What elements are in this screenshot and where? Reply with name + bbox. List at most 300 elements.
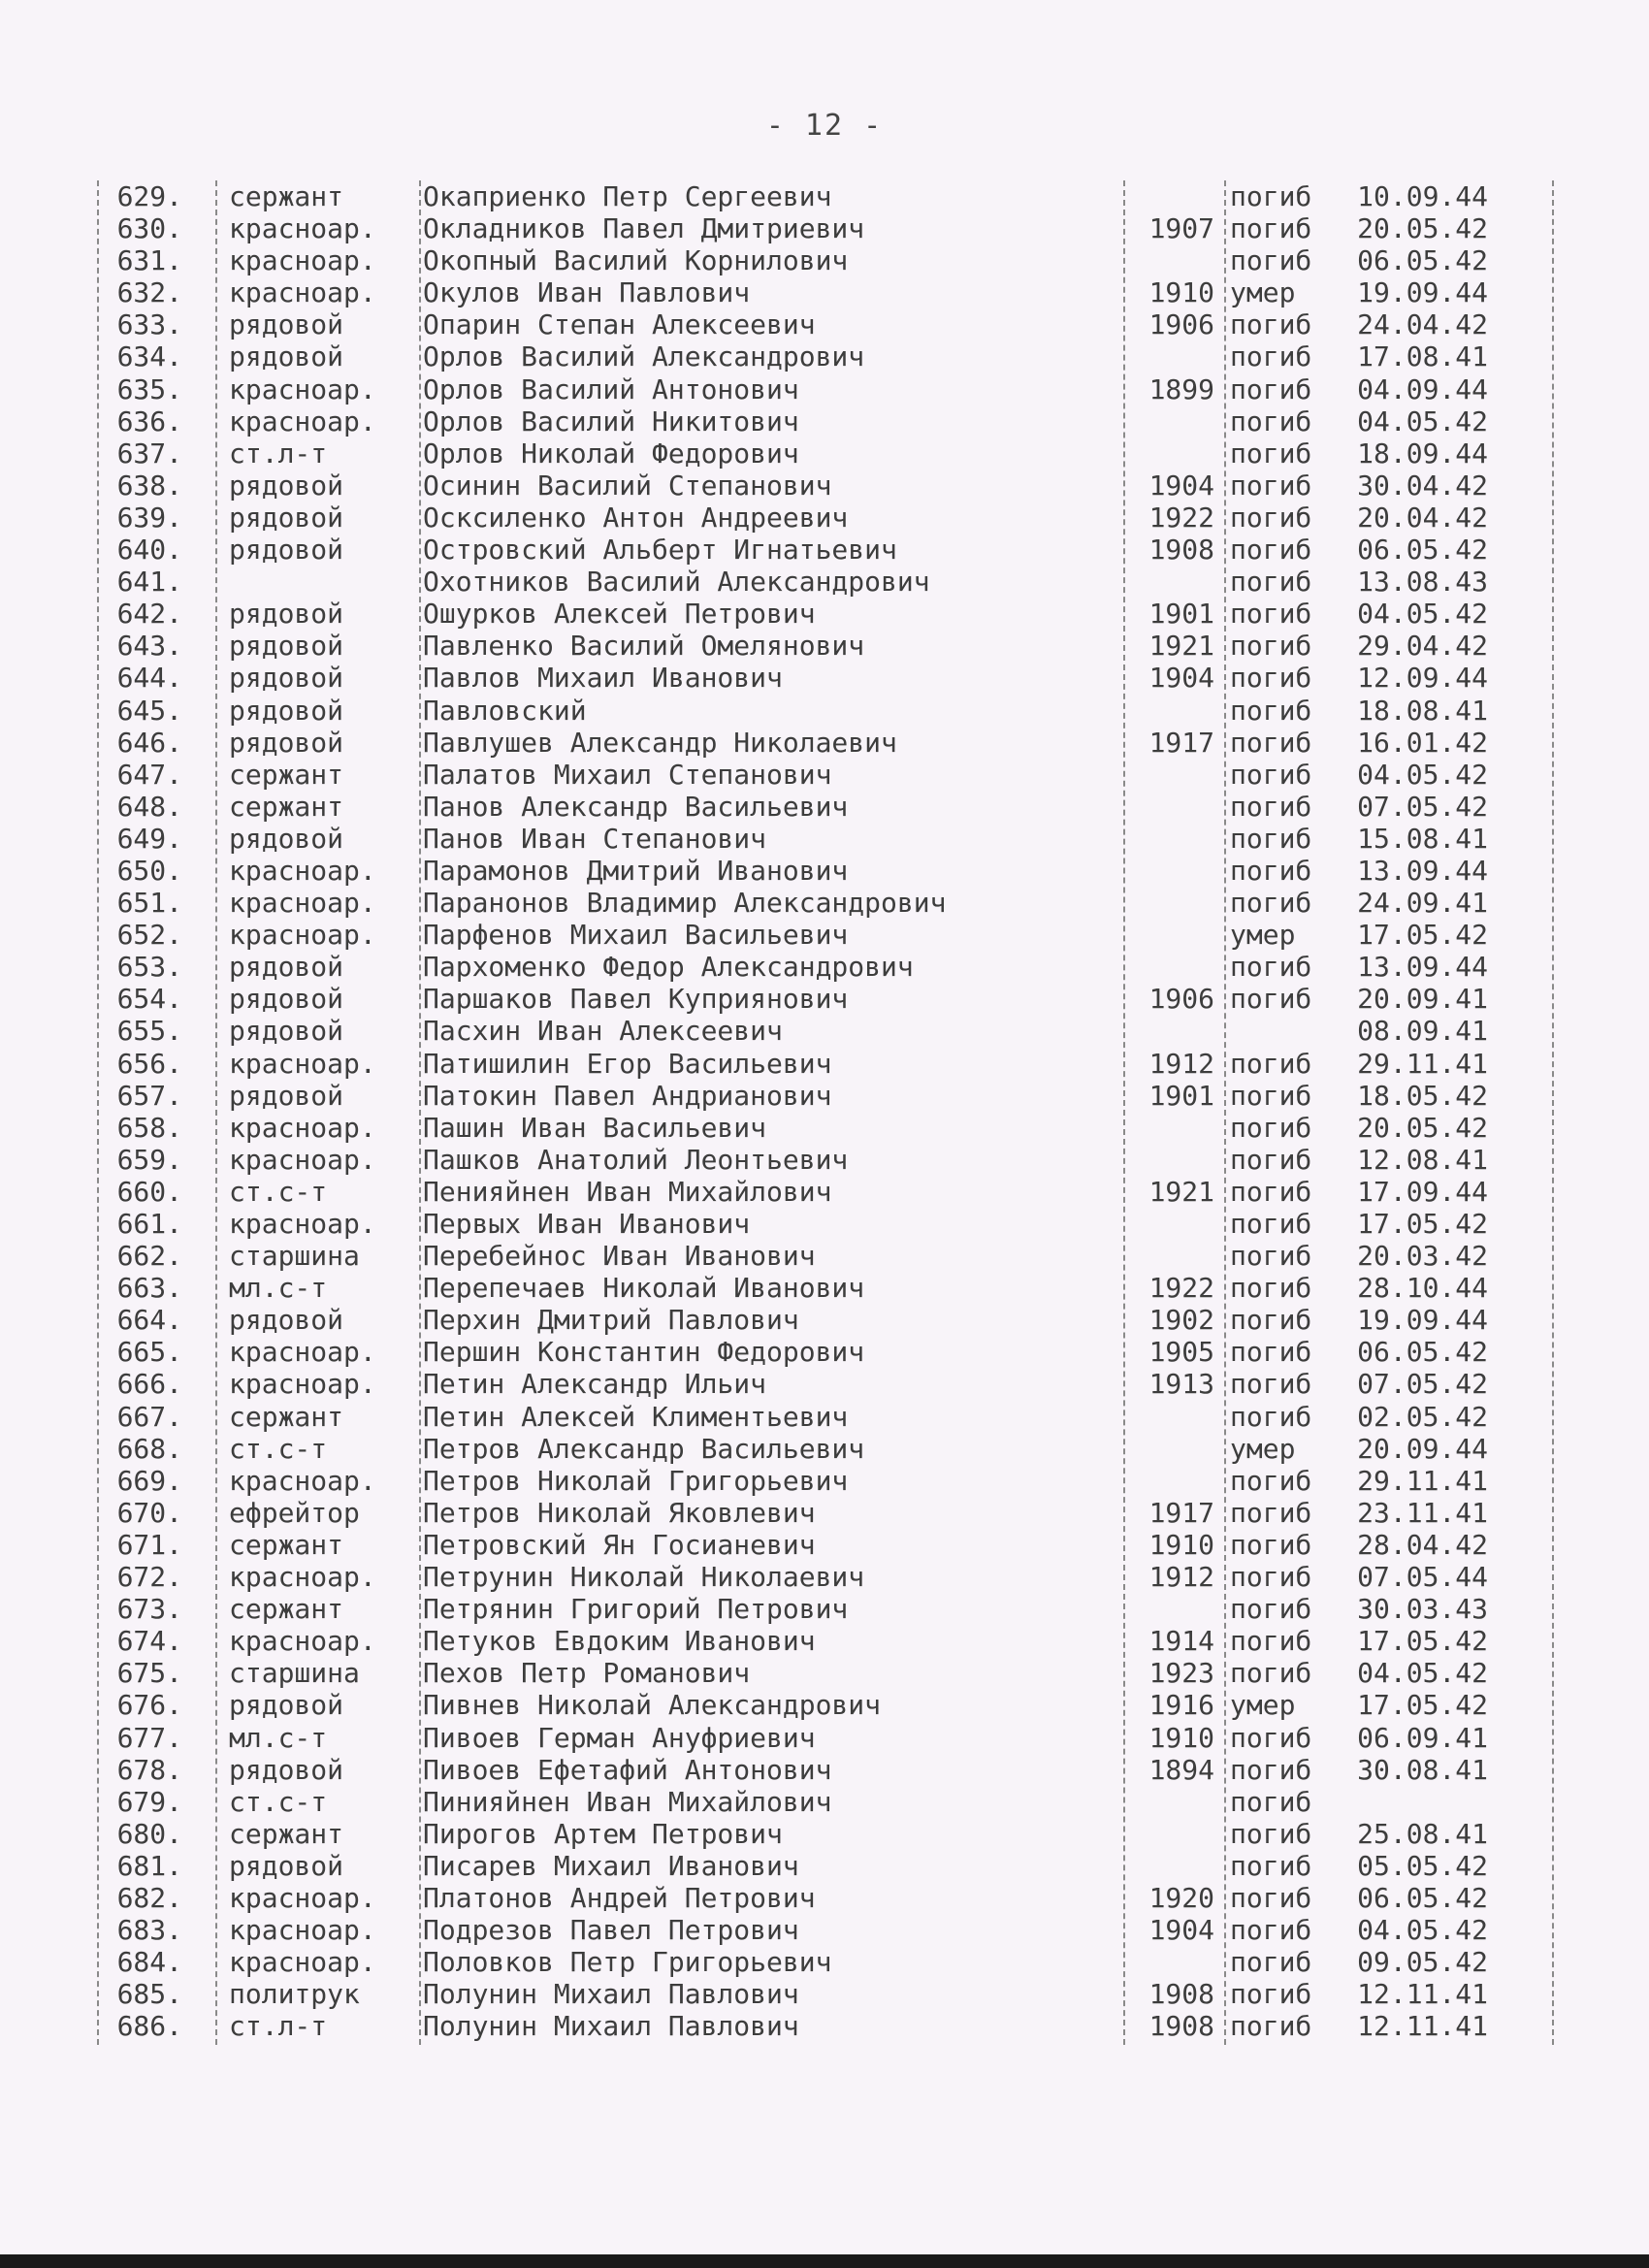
record-birth-year: 1910 bbox=[1148, 276, 1214, 309]
table-row bbox=[97, 1336, 1552, 1368]
record-number: 659. bbox=[116, 1143, 182, 1176]
record-number: 664. bbox=[116, 1304, 182, 1337]
record-birth-year: 1906 bbox=[1148, 308, 1214, 341]
table-row bbox=[97, 1946, 1552, 1978]
record-birth-year: 1910 bbox=[1148, 1721, 1214, 1754]
record-number: 639. bbox=[116, 501, 182, 534]
table-row bbox=[97, 1465, 1552, 1497]
casualty-list bbox=[97, 180, 1552, 2042]
table-row bbox=[97, 662, 1552, 694]
record-number: 648. bbox=[116, 790, 182, 823]
record-rank: красноар. bbox=[229, 919, 376, 952]
record-rank: рядовой bbox=[229, 308, 344, 341]
record-name: Павлов Михаил Иванович bbox=[423, 662, 783, 695]
table-row bbox=[97, 951, 1552, 983]
record-birth-year: 1922 bbox=[1148, 1272, 1214, 1305]
record-status: погиб bbox=[1230, 1464, 1312, 1497]
scan-bottom-edge bbox=[0, 2254, 1649, 2268]
record-name: Подрезов Павел Петрович bbox=[423, 1914, 799, 1947]
record-rank: мл.с-т bbox=[229, 1721, 328, 1754]
record-date: 19.09.44 bbox=[1357, 1304, 1488, 1337]
record-name: Пашков Анатолий Леонтьевич bbox=[423, 1143, 849, 1176]
record-number: 638. bbox=[116, 469, 182, 502]
record-status: погиб bbox=[1230, 1400, 1312, 1433]
record-name: Патокин Павел Андрианович bbox=[423, 1079, 832, 1112]
record-number: 682. bbox=[116, 1881, 182, 1914]
record-name: Пивоев Ефетафий Антонович bbox=[423, 1753, 832, 1786]
table-row bbox=[97, 502, 1552, 534]
record-number: 643. bbox=[116, 630, 182, 663]
record-name: Перепечаев Николай Иванович bbox=[423, 1272, 865, 1305]
record-status: погиб bbox=[1230, 1849, 1312, 1882]
record-number: 668. bbox=[116, 1432, 182, 1465]
record-rank: ст.л-т bbox=[229, 437, 328, 470]
record-name: Петрянин Григорий Петрович bbox=[423, 1593, 849, 1626]
table-row bbox=[97, 983, 1552, 1015]
record-status: погиб bbox=[1230, 405, 1312, 437]
record-number: 653. bbox=[116, 951, 182, 984]
record-date: 05.05.42 bbox=[1357, 1849, 1488, 1882]
record-number: 632. bbox=[116, 276, 182, 309]
record-date: 04.05.42 bbox=[1357, 1914, 1488, 1947]
record-rank: рядовой bbox=[229, 1849, 344, 1882]
record-date: 06.05.42 bbox=[1357, 1336, 1488, 1369]
record-date: 07.05.42 bbox=[1357, 790, 1488, 823]
record-name: Першин Константин Федорович bbox=[423, 1336, 865, 1369]
record-number: 645. bbox=[116, 694, 182, 727]
record-status: погиб bbox=[1230, 1111, 1312, 1144]
record-number: 656. bbox=[116, 1047, 182, 1080]
record-status: погиб bbox=[1230, 662, 1312, 695]
record-name: Перебейнос Иван Иванович bbox=[423, 1240, 816, 1273]
table-row bbox=[97, 1561, 1552, 1593]
record-status: погиб bbox=[1230, 1881, 1312, 1914]
record-number: 669. bbox=[116, 1464, 182, 1497]
record-rank: рядовой bbox=[229, 630, 344, 663]
record-status: умер bbox=[1230, 919, 1296, 952]
record-name: Парамонов Дмитрий Иванович bbox=[423, 854, 849, 887]
record-birth-year: 1923 bbox=[1148, 1657, 1214, 1690]
record-name: Осинин Василий Степанович bbox=[423, 469, 832, 502]
record-date: 04.05.42 bbox=[1357, 405, 1488, 437]
record-rank: ст.л-т bbox=[229, 2010, 328, 2043]
table-row bbox=[97, 1593, 1552, 1625]
table-row bbox=[97, 1433, 1552, 1465]
record-rank: красноар. bbox=[229, 244, 376, 277]
record-status: погиб bbox=[1230, 1208, 1312, 1240]
record-name: Павлушев Александр Николаевич bbox=[423, 726, 897, 759]
record-number: 677. bbox=[116, 1721, 182, 1754]
record-birth-year: 1917 bbox=[1148, 1496, 1214, 1529]
record-number: 647. bbox=[116, 758, 182, 791]
record-date: 24.04.42 bbox=[1357, 308, 1488, 341]
table-row bbox=[97, 1208, 1552, 1240]
table-row bbox=[97, 727, 1552, 759]
record-rank: рядовой bbox=[229, 469, 344, 502]
record-name: Перхин Дмитрий Павлович bbox=[423, 1304, 799, 1337]
record-status: умер bbox=[1230, 1689, 1296, 1722]
record-date: 06.05.42 bbox=[1357, 244, 1488, 277]
record-rank: сержант bbox=[229, 180, 344, 212]
table-row bbox=[97, 212, 1552, 244]
record-rank: рядовой bbox=[229, 694, 344, 727]
record-rank: рядовой bbox=[229, 340, 344, 373]
record-number: 651. bbox=[116, 887, 182, 920]
record-name: Пархоменко Федор Александрович bbox=[423, 951, 914, 984]
record-rank: сержант bbox=[229, 1593, 344, 1626]
record-status: умер bbox=[1230, 1432, 1296, 1465]
page-number: - 12 - bbox=[765, 109, 884, 143]
record-name: Паранонов Владимир Александрович bbox=[423, 887, 947, 920]
record-rank: рядовой bbox=[229, 951, 344, 984]
record-name: Павловский bbox=[423, 694, 587, 727]
table-row bbox=[97, 1272, 1552, 1304]
record-name: Осксиленко Антон Андреевич bbox=[423, 501, 849, 534]
record-name: Писарев Михаил Иванович bbox=[423, 1849, 799, 1882]
record-date: 25.08.41 bbox=[1357, 1817, 1488, 1850]
record-number: 649. bbox=[116, 822, 182, 855]
record-date: 19.09.44 bbox=[1357, 276, 1488, 309]
record-date: 20.05.42 bbox=[1357, 1111, 1488, 1144]
record-rank: красноар. bbox=[229, 1561, 376, 1594]
record-status: погиб bbox=[1230, 2010, 1312, 2043]
record-name: Окопный Василий Корнилович bbox=[423, 244, 849, 277]
record-number: 630. bbox=[116, 212, 182, 245]
record-name: Окладников Павел Дмитриевич bbox=[423, 212, 865, 245]
record-number: 655. bbox=[116, 1015, 182, 1048]
record-status: погиб bbox=[1230, 1721, 1312, 1754]
record-number: 680. bbox=[116, 1817, 182, 1850]
record-rank: рядовой bbox=[229, 1304, 344, 1337]
record-birth-year: 1908 bbox=[1148, 1978, 1214, 2011]
record-date: 16.01.42 bbox=[1357, 726, 1488, 759]
record-name: Пинияйнен Иван Михайлович bbox=[423, 1785, 832, 1818]
record-status: погиб bbox=[1230, 437, 1312, 470]
table-row bbox=[97, 1818, 1552, 1850]
record-rank: старшина bbox=[229, 1240, 360, 1273]
record-number: 631. bbox=[116, 244, 182, 277]
record-rank: красноар. bbox=[229, 887, 376, 920]
record-rank: рядовой bbox=[229, 726, 344, 759]
record-number: 663. bbox=[116, 1272, 182, 1305]
record-date: 20.05.42 bbox=[1357, 212, 1488, 245]
table-row bbox=[97, 1722, 1552, 1754]
record-date: 12.09.44 bbox=[1357, 662, 1488, 695]
record-birth-year: 1908 bbox=[1148, 534, 1214, 567]
record-date: 02.05.42 bbox=[1357, 1400, 1488, 1433]
record-birth-year: 1917 bbox=[1148, 726, 1214, 759]
record-status: погиб bbox=[1230, 1368, 1312, 1401]
record-date: 08.09.41 bbox=[1357, 1015, 1488, 1048]
record-status: погиб bbox=[1230, 469, 1312, 502]
record-birth-year: 1922 bbox=[1148, 501, 1214, 534]
record-birth-year: 1920 bbox=[1148, 1881, 1214, 1914]
record-date: 29.04.42 bbox=[1357, 630, 1488, 663]
record-rank: ст.с-т bbox=[229, 1432, 328, 1465]
record-rank: сержант bbox=[229, 790, 344, 823]
table-row bbox=[97, 1015, 1552, 1047]
table-row bbox=[97, 1689, 1552, 1721]
record-birth-year: 1905 bbox=[1148, 1336, 1214, 1369]
record-name: Петин Александр Ильич bbox=[423, 1368, 767, 1401]
table-row bbox=[97, 1304, 1552, 1336]
record-status: погиб bbox=[1230, 1047, 1312, 1080]
table-row bbox=[97, 340, 1552, 373]
record-date: 18.08.41 bbox=[1357, 694, 1488, 727]
record-date: 17.08.41 bbox=[1357, 340, 1488, 373]
table-row bbox=[97, 244, 1552, 276]
record-name: Полунин Михаил Павлович bbox=[423, 1978, 799, 2011]
record-status: погиб bbox=[1230, 854, 1312, 887]
record-date: 30.04.42 bbox=[1357, 469, 1488, 502]
record-rank: красноар. bbox=[229, 1625, 376, 1658]
record-date: 18.09.44 bbox=[1357, 437, 1488, 470]
record-rank: красноар. bbox=[229, 1881, 376, 1914]
record-name: Первых Иван Иванович bbox=[423, 1208, 751, 1240]
record-number: 637. bbox=[116, 437, 182, 470]
record-rank: красноар. bbox=[229, 276, 376, 309]
record-status: погиб bbox=[1230, 758, 1312, 791]
record-number: 678. bbox=[116, 1753, 182, 1786]
table-row bbox=[97, 1176, 1552, 1208]
record-number: 685. bbox=[116, 1978, 182, 2011]
record-date: 15.08.41 bbox=[1357, 822, 1488, 855]
record-birth-year: 1912 bbox=[1148, 1561, 1214, 1594]
record-name: Петин Алексей Климентьевич bbox=[423, 1400, 849, 1433]
table-row bbox=[97, 1914, 1552, 1946]
table-row bbox=[97, 823, 1552, 855]
record-status: погиб bbox=[1230, 1496, 1312, 1529]
record-status: погиб bbox=[1230, 1304, 1312, 1337]
record-name: Петров Николай Яковлевич bbox=[423, 1496, 816, 1529]
record-rank: красноар. bbox=[229, 1143, 376, 1176]
table-row bbox=[97, 1144, 1552, 1176]
record-date: 04.05.42 bbox=[1357, 758, 1488, 791]
record-name: Пенияйнен Иван Михайлович bbox=[423, 1175, 832, 1208]
record-date: 17.05.42 bbox=[1357, 1689, 1488, 1722]
record-number: 660. bbox=[116, 1175, 182, 1208]
record-status: погиб bbox=[1230, 598, 1312, 631]
record-name: Петровский Ян Госианевич bbox=[423, 1528, 816, 1561]
record-status: погиб bbox=[1230, 887, 1312, 920]
table-row bbox=[97, 695, 1552, 727]
record-status: погиб bbox=[1230, 1593, 1312, 1626]
record-name: Окаприенко Петр Сергеевич bbox=[423, 180, 832, 212]
record-date: 17.05.42 bbox=[1357, 919, 1488, 952]
record-status: погиб bbox=[1230, 1657, 1312, 1690]
record-name: Орлов Василий Александрович bbox=[423, 340, 865, 373]
table-row bbox=[97, 1080, 1552, 1112]
record-date: 30.08.41 bbox=[1357, 1753, 1488, 1786]
record-rank: красноар. bbox=[229, 1047, 376, 1080]
table-row bbox=[97, 1368, 1552, 1400]
record-number: 665. bbox=[116, 1336, 182, 1369]
table-row bbox=[97, 566, 1552, 598]
table-row bbox=[97, 373, 1552, 405]
record-rank: политрук bbox=[229, 1978, 360, 2011]
record-name: Палатов Михаил Степанович bbox=[423, 758, 832, 791]
record-name: Павленко Василий Омелянович bbox=[423, 630, 865, 663]
record-date: 23.11.41 bbox=[1357, 1496, 1488, 1529]
record-status: погиб bbox=[1230, 180, 1312, 212]
record-date: 10.09.44 bbox=[1357, 180, 1488, 212]
table-row bbox=[97, 1882, 1552, 1914]
record-number: 644. bbox=[116, 662, 182, 695]
record-status: погиб bbox=[1230, 308, 1312, 341]
record-rank: ефрейтор bbox=[229, 1496, 360, 1529]
record-name: Пивнев Николай Александрович bbox=[423, 1689, 882, 1722]
record-birth-year: 1894 bbox=[1148, 1753, 1214, 1786]
record-birth-year: 1904 bbox=[1148, 469, 1214, 502]
table-row bbox=[97, 1657, 1552, 1689]
record-number: 642. bbox=[116, 598, 182, 631]
record-name: Орлов Николай Федорович bbox=[423, 437, 799, 470]
table-row bbox=[97, 180, 1552, 212]
record-rank: красноар. bbox=[229, 373, 376, 405]
record-date: 12.08.41 bbox=[1357, 1143, 1488, 1176]
record-status: погиб bbox=[1230, 1914, 1312, 1947]
table-row bbox=[97, 405, 1552, 437]
record-status: погиб bbox=[1230, 1978, 1312, 2011]
table-row bbox=[97, 276, 1552, 308]
record-name: Петров Николай Григорьевич bbox=[423, 1464, 849, 1497]
record-rank: красноар. bbox=[229, 1208, 376, 1240]
record-date: 20.09.44 bbox=[1357, 1432, 1488, 1465]
record-rank: мл.с-т bbox=[229, 1272, 328, 1305]
table-row bbox=[97, 1625, 1552, 1657]
record-rank: рядовой bbox=[229, 598, 344, 631]
record-number: 661. bbox=[116, 1208, 182, 1240]
record-status: погиб bbox=[1230, 534, 1312, 567]
record-birth-year: 1914 bbox=[1148, 1625, 1214, 1658]
record-number: 646. bbox=[116, 726, 182, 759]
record-number: 686. bbox=[116, 2010, 182, 2043]
record-status: погиб bbox=[1230, 373, 1312, 405]
record-status: погиб bbox=[1230, 983, 1312, 1016]
record-rank: рядовой bbox=[229, 662, 344, 695]
record-date: 04.09.44 bbox=[1357, 373, 1488, 405]
record-name: Пехов Петр Романович bbox=[423, 1657, 751, 1690]
record-birth-year: 1910 bbox=[1148, 1528, 1214, 1561]
record-rank: рядовой bbox=[229, 983, 344, 1016]
record-birth-year: 1901 bbox=[1148, 1079, 1214, 1112]
record-number: 672. bbox=[116, 1561, 182, 1594]
record-birth-year: 1904 bbox=[1148, 1914, 1214, 1947]
table-row bbox=[97, 470, 1552, 502]
record-number: 673. bbox=[116, 1593, 182, 1626]
record-rank: красноар. bbox=[229, 1368, 376, 1401]
record-name: Полунин Михаил Павлович bbox=[423, 2010, 799, 2043]
record-birth-year: 1906 bbox=[1148, 983, 1214, 1016]
table-row bbox=[97, 1978, 1552, 2010]
record-status: погиб bbox=[1230, 1625, 1312, 1658]
record-date: 07.05.44 bbox=[1357, 1561, 1488, 1594]
record-rank: сержант bbox=[229, 1528, 344, 1561]
record-rank: рядовой bbox=[229, 822, 344, 855]
table-row bbox=[97, 630, 1552, 662]
record-rank: рядовой bbox=[229, 534, 344, 567]
record-number: 667. bbox=[116, 1400, 182, 1433]
record-date: 06.05.42 bbox=[1357, 1881, 1488, 1914]
record-date: 24.09.41 bbox=[1357, 887, 1488, 920]
record-date: 28.04.42 bbox=[1357, 1528, 1488, 1561]
record-status: погиб bbox=[1230, 1528, 1312, 1561]
record-status: погиб bbox=[1230, 1272, 1312, 1305]
record-number: 640. bbox=[116, 534, 182, 567]
record-number: 670. bbox=[116, 1496, 182, 1529]
record-name: Пашин Иван Васильевич bbox=[423, 1111, 767, 1144]
record-rank: сержант bbox=[229, 1817, 344, 1850]
record-name: Парфенов Михаил Васильевич bbox=[423, 919, 849, 952]
record-date: 12.11.41 bbox=[1357, 1978, 1488, 2011]
record-date: 12.11.41 bbox=[1357, 2010, 1488, 2043]
record-name: Пивоев Герман Ануфриевич bbox=[423, 1721, 816, 1754]
table-row bbox=[97, 308, 1552, 340]
record-rank: красноар. bbox=[229, 854, 376, 887]
record-status: погиб bbox=[1230, 501, 1312, 534]
record-rank: рядовой bbox=[229, 1079, 344, 1112]
record-date: 29.11.41 bbox=[1357, 1047, 1488, 1080]
record-birth-year: 1899 bbox=[1148, 373, 1214, 405]
record-birth-year: 1908 bbox=[1148, 2010, 1214, 2043]
table-row bbox=[97, 1401, 1552, 1433]
record-name: Панов Александр Васильевич bbox=[423, 790, 849, 823]
record-rank: старшина bbox=[229, 1657, 360, 1690]
record-number: 658. bbox=[116, 1111, 182, 1144]
record-status: погиб bbox=[1230, 212, 1312, 245]
record-number: 657. bbox=[116, 1079, 182, 1112]
table-row bbox=[97, 919, 1552, 951]
record-name: Пирогов Артем Петрович bbox=[423, 1817, 783, 1850]
record-number: 634. bbox=[116, 340, 182, 373]
record-status: погиб bbox=[1230, 1336, 1312, 1369]
record-number: 683. bbox=[116, 1914, 182, 1947]
record-number: 635. bbox=[116, 373, 182, 405]
table-row bbox=[97, 1529, 1552, 1561]
record-status: погиб bbox=[1230, 726, 1312, 759]
record-number: 662. bbox=[116, 1240, 182, 1273]
record-status: погиб bbox=[1230, 244, 1312, 277]
record-rank: ст.с-т bbox=[229, 1175, 328, 1208]
record-status: погиб bbox=[1230, 1753, 1312, 1786]
table-row bbox=[97, 791, 1552, 823]
record-date: 13.08.43 bbox=[1357, 566, 1488, 599]
record-rank: красноар. bbox=[229, 1336, 376, 1369]
record-name: Платонов Андрей Петрович bbox=[423, 1881, 816, 1914]
record-number: 636. bbox=[116, 405, 182, 437]
record-rank: рядовой bbox=[229, 1015, 344, 1048]
record-name: Петрунин Николай Николаевич bbox=[423, 1561, 865, 1594]
record-number: 671. bbox=[116, 1528, 182, 1561]
record-rank: красноар. bbox=[229, 1111, 376, 1144]
table-row bbox=[97, 437, 1552, 470]
table-row bbox=[97, 534, 1552, 566]
record-status: погиб bbox=[1230, 340, 1312, 373]
record-rank: красноар. bbox=[229, 1464, 376, 1497]
record-name: Охотников Василий Александрович bbox=[423, 566, 930, 599]
table-row bbox=[97, 598, 1552, 630]
record-date: 18.05.42 bbox=[1357, 1079, 1488, 1112]
table-row bbox=[97, 1850, 1552, 1882]
record-status: погиб bbox=[1230, 822, 1312, 855]
record-name: Орлов Василий Никитович bbox=[423, 405, 799, 437]
record-status: погиб bbox=[1230, 1175, 1312, 1208]
record-date: 04.05.42 bbox=[1357, 1657, 1488, 1690]
record-rank: красноар. bbox=[229, 212, 376, 245]
record-number: 652. bbox=[116, 919, 182, 952]
record-name: Панов Иван Степанович bbox=[423, 822, 767, 855]
record-status: погиб bbox=[1230, 951, 1312, 984]
